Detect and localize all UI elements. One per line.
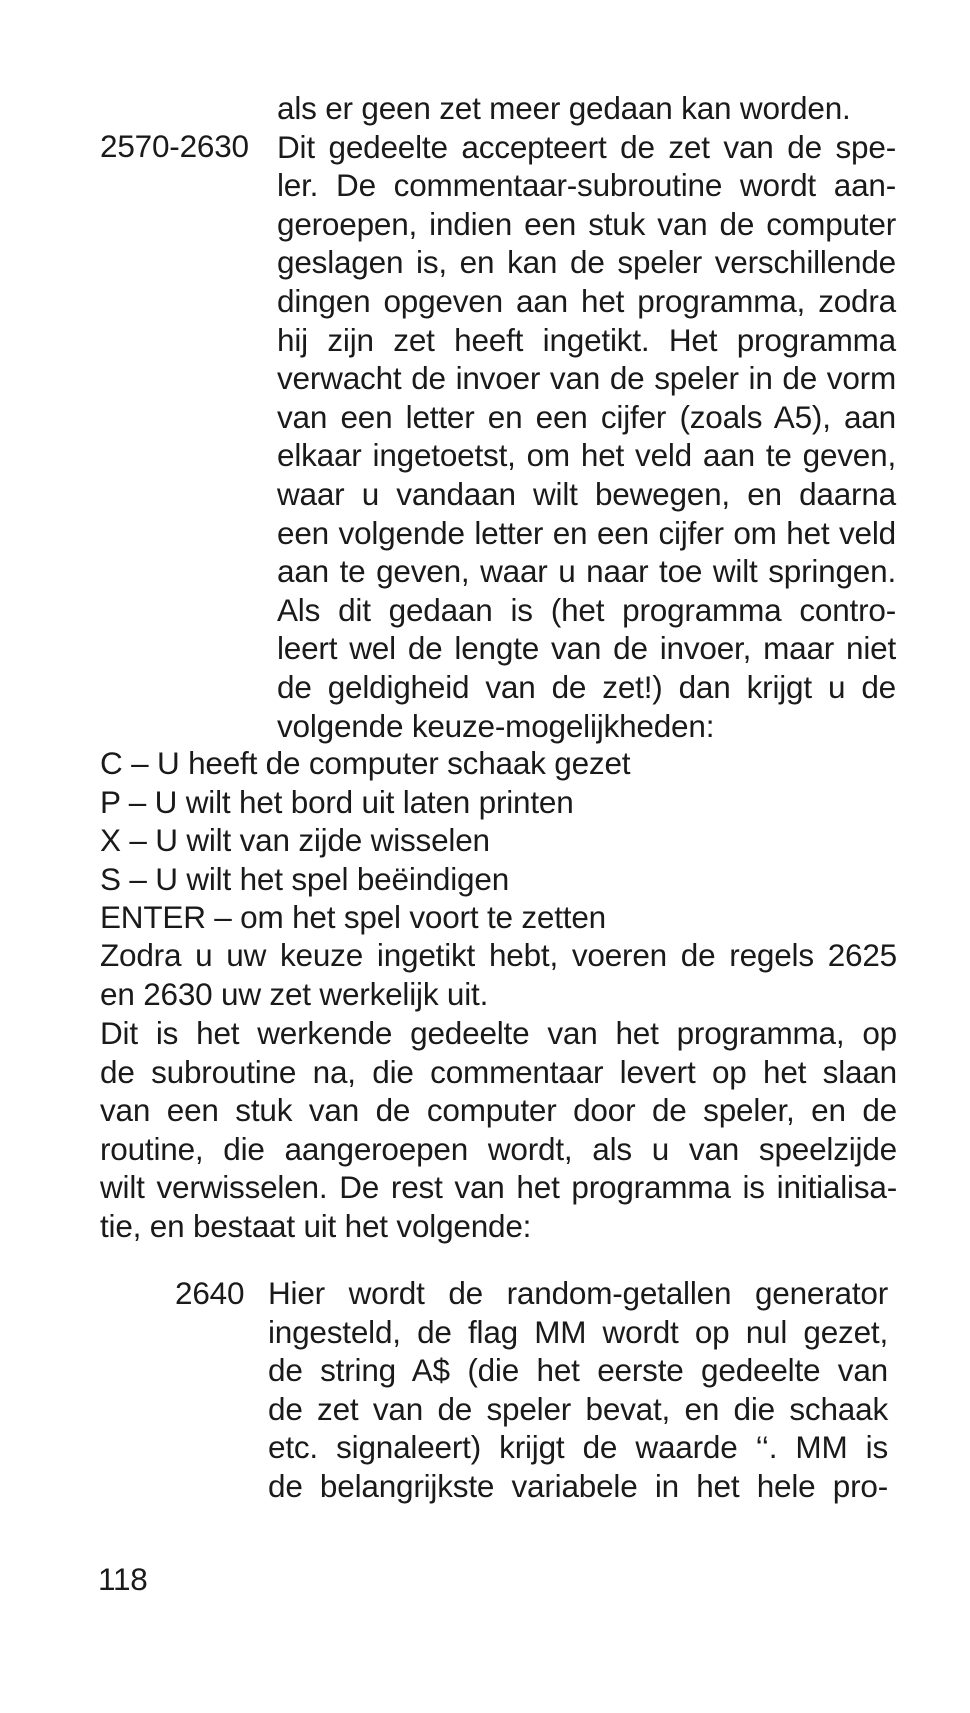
text-line: als er geen zet meer gedaan kan worden. xyxy=(277,90,851,126)
text-line: geroepen, indien een stuk van de computer xyxy=(277,205,896,242)
text-line: dingen opgeven aan het programma, zodra xyxy=(277,282,896,319)
text-line: aan te geven, waar u naar toe wilt springen. xyxy=(277,553,896,590)
text-line: volgende keuze-mogelijkheden: xyxy=(277,707,715,744)
text-line: de belangrijkste variabele in het hele pro- xyxy=(268,1467,888,1504)
text-line: Dit gedeelte accepteert de zet van de spe- xyxy=(277,128,896,165)
text-line: etc. signaleert) krijgt de waarde ‘‘. MM is xyxy=(268,1429,888,1466)
text-line: een volgende letter en een cijfer om het veld xyxy=(277,514,896,551)
text-line: de string A$ (die het eerste gedeelte van xyxy=(268,1352,888,1389)
entry-text xyxy=(268,1274,888,1506)
text-line: Dit is het werkende gedeelte van het programma, op xyxy=(100,1015,897,1051)
text-line: wilt verwisselen. De rest van het programma is initialisa- xyxy=(100,1169,897,1206)
text-line: Hier wordt de random-getallen generator xyxy=(268,1275,888,1311)
list-item: ENTER – om het spel voort te zetten xyxy=(100,899,606,936)
text-line: de subroutine na, die commentaar levert op het slaan xyxy=(100,1053,897,1090)
list-item: S – U wilt het spel beëindigen xyxy=(100,860,510,897)
page-number: 118 xyxy=(98,1561,148,1597)
text-line: waar u vandaan wilt bewegen, en daarna xyxy=(277,475,896,512)
text-line: en 2630 uw zet werkelijk uit. xyxy=(100,975,489,1012)
paragraph xyxy=(100,1014,897,1246)
text-line: routine, die aangeroepen wordt, als u van speelzijde xyxy=(100,1130,897,1167)
text-line: de zet van de speler bevat, en die schaak xyxy=(268,1390,888,1427)
text-line: van een letter en een cijfer (zoals A5), aan xyxy=(277,398,896,435)
text-line: leert wel de lengte van de invoer, maar niet xyxy=(277,630,896,667)
list-item: C – U heeft de computer schaak gezet xyxy=(100,745,631,781)
entry-label: 2570-2630 xyxy=(100,128,249,164)
text-line: hij zijn zet heeft ingetikt. Het programma xyxy=(277,321,896,358)
text-line: Zodra u uw keuze ingetikt hebt, voeren de regels 2625 xyxy=(100,937,897,973)
entry-label: 2640 xyxy=(175,1275,245,1311)
text-line: de geldigheid van de zet!) dan krijgt u de xyxy=(277,668,896,705)
paragraph xyxy=(100,936,897,1013)
text-line: ingesteld, de flag MM wordt op nul gezet, xyxy=(268,1313,888,1350)
text-line: van een stuk van de computer door de speler, en de xyxy=(100,1092,897,1129)
text-line: geslagen is, en kan de speler verschillende xyxy=(277,244,896,281)
list-item: X – U wilt van zijde wisselen xyxy=(100,822,490,859)
text-line: ler. De commentaar-subroutine wordt aan- xyxy=(277,167,896,204)
text-line: verwacht de invoer van de speler in de vorm xyxy=(277,360,896,397)
text-line: tie, en bestaat uit het volgende: xyxy=(100,1207,532,1244)
text-line: elkaar ingetoetst, om het veld aan te geven, xyxy=(277,437,896,474)
entry-text xyxy=(277,89,896,745)
list-item: P – U wilt het bord uit laten printen xyxy=(100,783,574,820)
options-list xyxy=(100,744,900,937)
text-line: Als dit gedaan is (het programma contro- xyxy=(277,591,896,628)
